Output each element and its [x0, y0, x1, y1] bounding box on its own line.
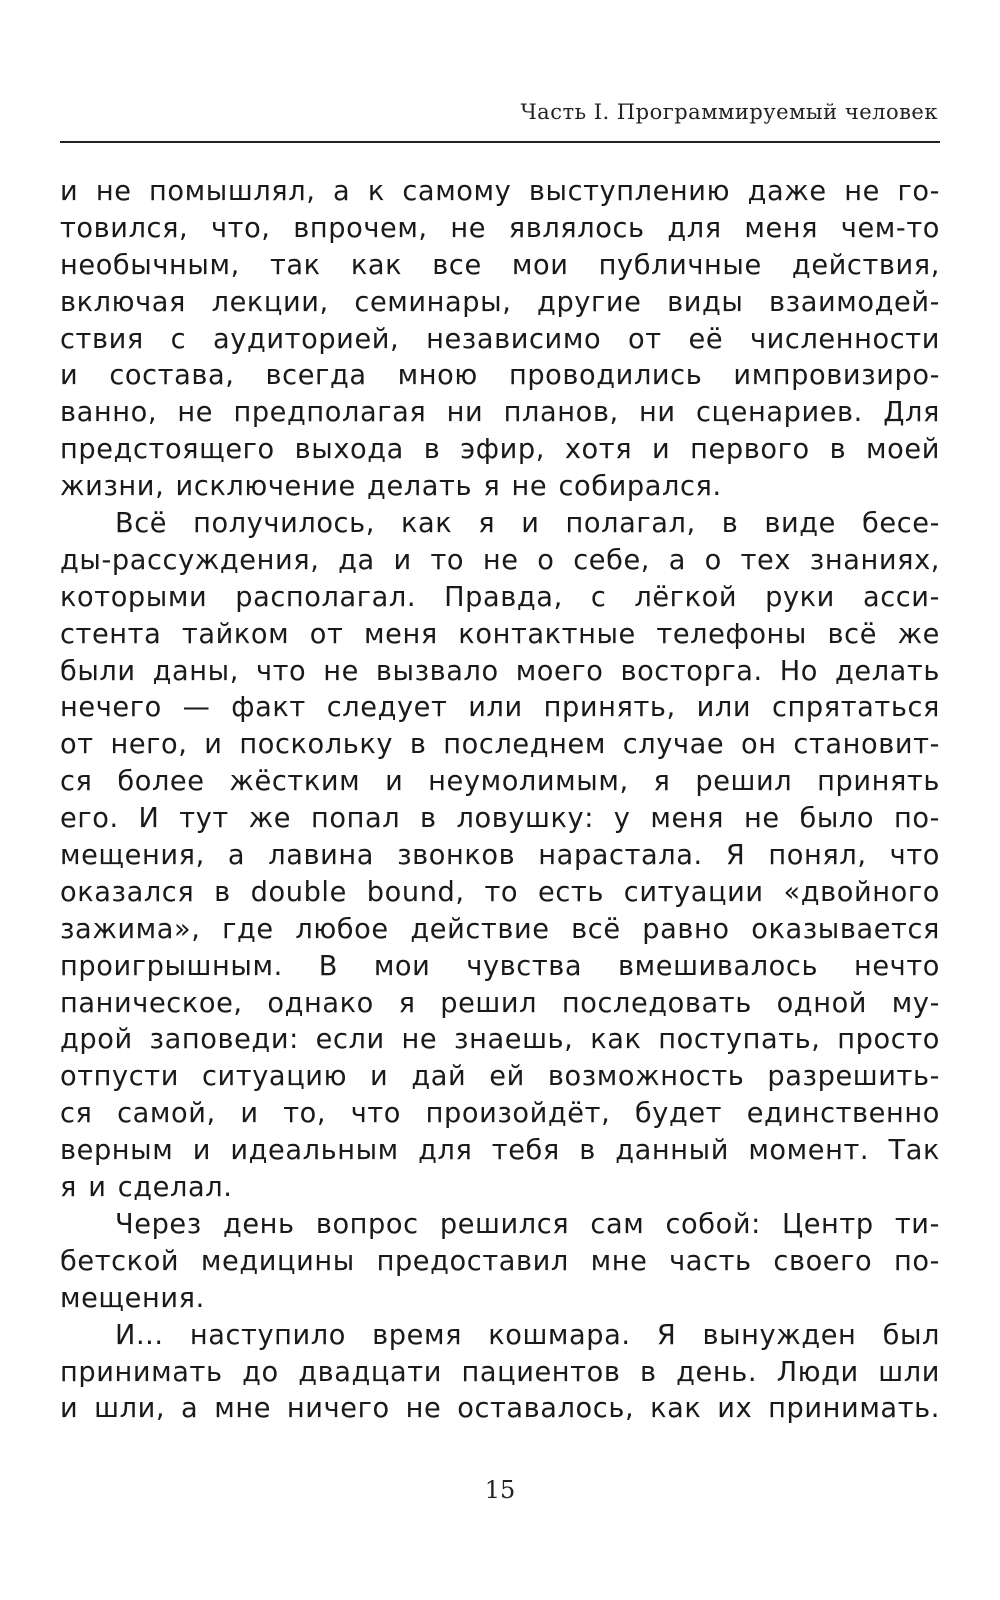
text-line: зажима», где любое действие всё равно оказывается	[60, 913, 940, 945]
running-head: Часть I. Программируемый человек	[520, 100, 938, 124]
text-line: дрой заповеди: если не знаешь, как поступать, просто	[60, 1024, 940, 1056]
text-line: товился, что, впрочем, не являлось для меня чем-то	[60, 212, 940, 244]
text-line: проигрышным. В мои чувства вмешивалось нечто	[60, 950, 940, 982]
text-line: оказался в double bound, то есть ситуации «двойного	[60, 876, 940, 908]
text-line: ствия с аудиторией, независимо от её численности	[60, 323, 940, 355]
paragraph-start-line: И... наступило время кошмара. Я вынужден был	[115, 1319, 940, 1351]
text-line: включая лекции, семинары, другие виды взаимодей-	[60, 286, 940, 318]
text-line: ванно, не предполагая ни планов, ни сценариев. Для	[60, 397, 940, 429]
text-line: бетской медицины предоставил мне часть своего по-	[60, 1245, 940, 1277]
text-line: и состава, всегда мною проводились импровизиро-	[60, 360, 940, 392]
text-line: мещения, а лавина звонков нарастала. Я понял, что	[60, 840, 940, 872]
text-line: принимать до двадцати пациентов в день. Люди шли	[60, 1356, 940, 1388]
text-line: от него, и поскольку в последнем случае он становит-	[60, 729, 940, 761]
text-line: стента тайком от меня контактные телефоны всё же	[60, 618, 940, 650]
text-line: ды-рассуждения, да и то не о себе, а о тех знаниях,	[60, 544, 940, 576]
text-line: и шли, а мне ничего не оставалось, как их принимать.	[60, 1393, 940, 1425]
text-line: нечего — факт следует или принять, или спрятаться	[60, 692, 940, 724]
text-line: которыми располагал. Правда, с лёгкой руки асси-	[60, 581, 940, 613]
text-line: жизни, исключение делать я не собирался.	[60, 471, 722, 503]
text-line: верным и идеальным для тебя в данный момент. Так	[60, 1135, 940, 1167]
text-line: ся более жёстким и неумолимым, я решил принять	[60, 766, 940, 798]
text-line: отпусти ситуацию и дай ей возможность разрешить-	[60, 1061, 940, 1093]
page-number: 15	[484, 1476, 516, 1504]
text-line: паническое, однако я решил последовать одной му-	[60, 987, 940, 1019]
text-line: и не помышлял, а к самому выступлению даже не го-	[60, 176, 940, 207]
header-rule	[60, 141, 940, 143]
text-line: я и сделал.	[60, 1172, 233, 1204]
text-line: ся самой, и то, что произойдёт, будет единственно	[60, 1098, 940, 1130]
paragraph-start-line: Через день вопрос решился сам собой: Центр ти-	[115, 1208, 940, 1240]
text-line: были даны, что не вызвало моего восторга. Но делать	[60, 655, 940, 687]
paragraph-start-line: Всё получилось, как я и полагал, в виде бесе-	[115, 508, 940, 540]
text-line: его. И тут же попал в ловушку: у меня не было по-	[60, 803, 940, 835]
text-line: необычным, так как все мои публичные действия,	[60, 249, 940, 281]
text-line: предстоящего выхода в эфир, хотя и первого в моей	[60, 434, 940, 466]
text-line: мещения.	[60, 1282, 205, 1314]
body-text	[60, 174, 940, 1428]
